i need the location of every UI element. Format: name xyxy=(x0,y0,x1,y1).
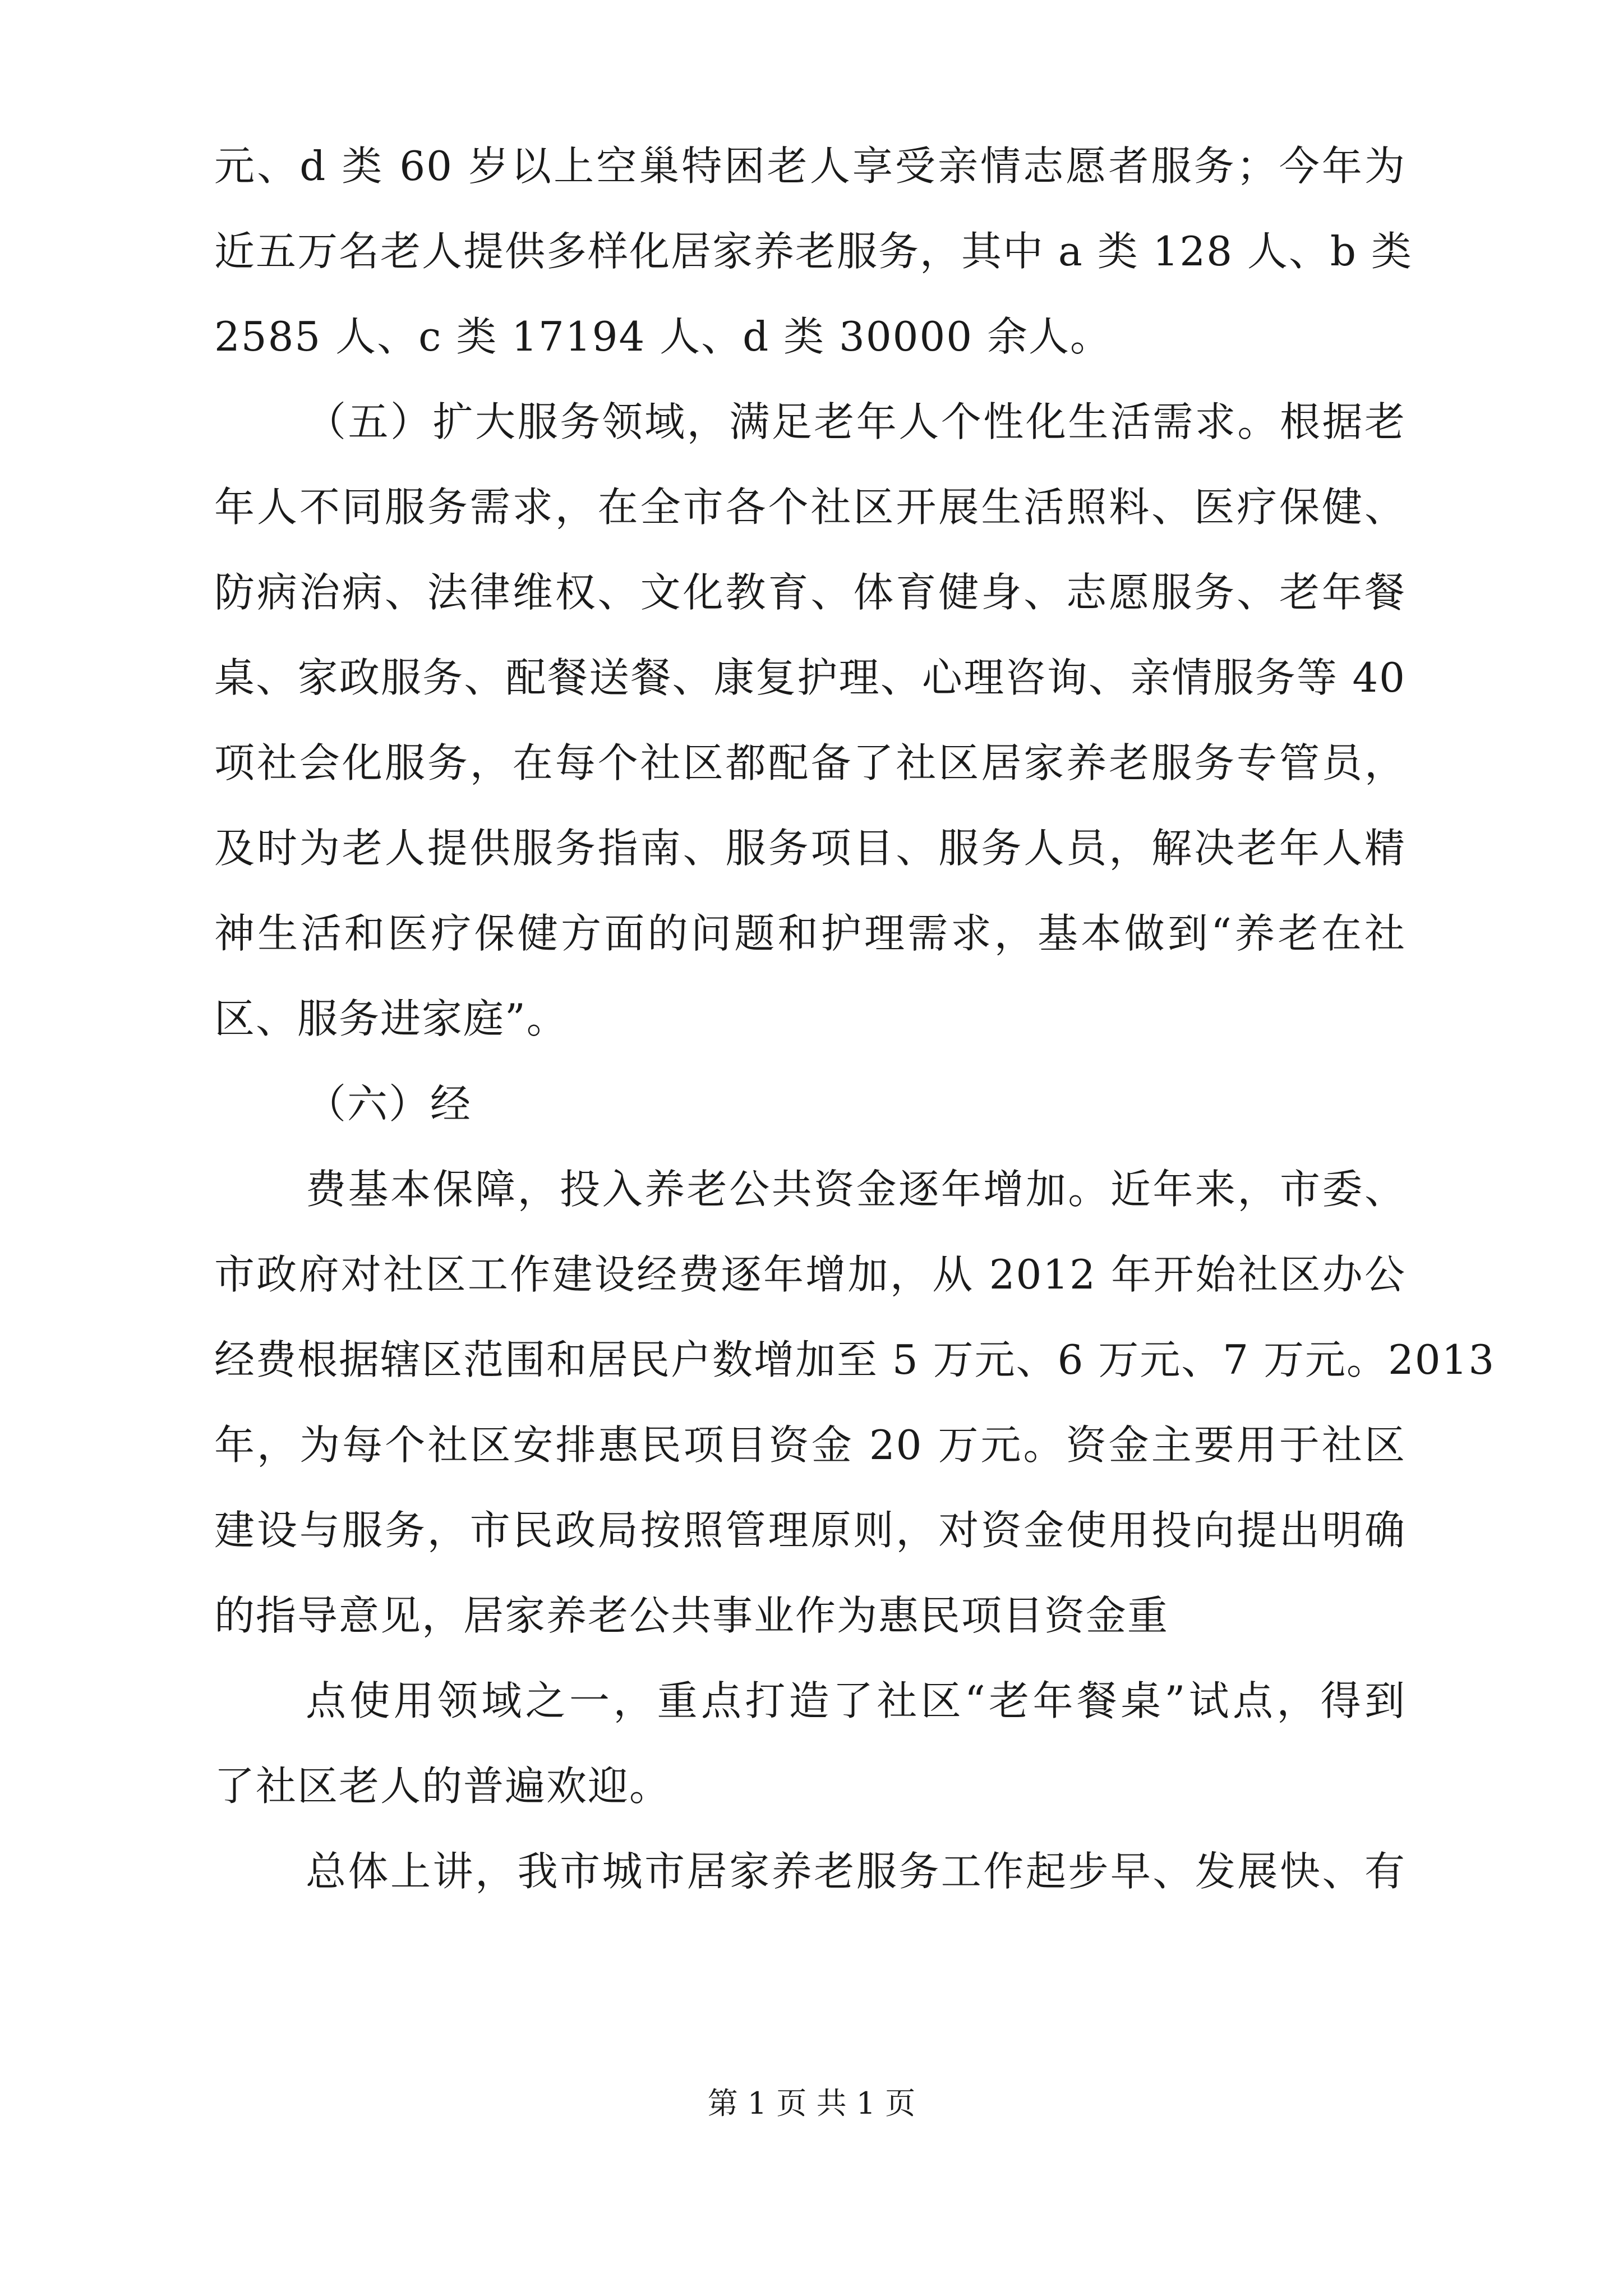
paragraph-start-line: 总体上讲，我市城市居家养老服务工作起步早、发展快、有 xyxy=(306,1848,1406,1895)
paragraph-start-line: 费基本保障，投入养老公共资金逐年增加。近年来，市委、 xyxy=(306,1166,1406,1213)
text-line: 2585 人、c 类 17194 人、d 类 30000 余人。 xyxy=(214,313,1112,360)
text-line: 桌、家政服务、配餐送餐、康复护理、心理咨询、亲情服务等 40 xyxy=(214,654,1406,701)
text-line: 防病治病、法律维权、文化教育、体育健身、志愿服务、老年餐 xyxy=(214,569,1406,616)
text-line: 建设与服务，市民政局按照管理原则，对资金使用投向提出明确 xyxy=(214,1507,1406,1554)
text-line: 及时为老人提供服务指南、服务项目、服务人员，解决老年人精 xyxy=(214,825,1406,872)
paragraph-start-line: （五）扩大服务领域，满足老年人个性化生活需求。根据老 xyxy=(306,398,1406,445)
text-line: 年人不同服务需求，在全市各个社区开展生活照料、医疗保健、 xyxy=(214,484,1406,531)
paragraph-start-line: （六）经 xyxy=(306,1080,472,1128)
text-line: 的指导意见，居家养老公共事业作为惠民项目资金重 xyxy=(214,1592,1169,1639)
paragraph-start-line: 点使用领域之一，重点打造了社区“老年餐桌”试点，得到 xyxy=(306,1677,1406,1724)
text-line: 项社会化服务，在每个社区都配备了社区居家养老服务专管员， xyxy=(214,739,1406,786)
text-line: 市政府对社区工作建设经费逐年增加，从 2012 年开始社区办公 xyxy=(214,1251,1406,1298)
text-line: 经费根据辖区范围和居民户数增加至 5 万元、6 万元、7 万元。2013 xyxy=(214,1336,1496,1383)
text-line: 神生活和医疗保健方面的问题和护理需求，基本做到“养老在社 xyxy=(214,910,1406,957)
text-line: 了社区老人的普遍欢迎。 xyxy=(214,1763,671,1810)
text-line: 近五万名老人提供多样化居家养老服务，其中 a 类 128 人、b 类 xyxy=(214,228,1413,275)
text-line: 区、服务进家庭”。 xyxy=(214,995,568,1042)
text-line: 元、d 类 60 岁以上空巢特困老人享受亲情志愿者服务；今年为 xyxy=(214,142,1406,190)
text-line: 年，为每个社区安排惠民项目资金 20 万元。资金主要用于社区 xyxy=(214,1421,1406,1469)
page-footer: 第 1 页 共 1 页 xyxy=(707,2086,916,2121)
